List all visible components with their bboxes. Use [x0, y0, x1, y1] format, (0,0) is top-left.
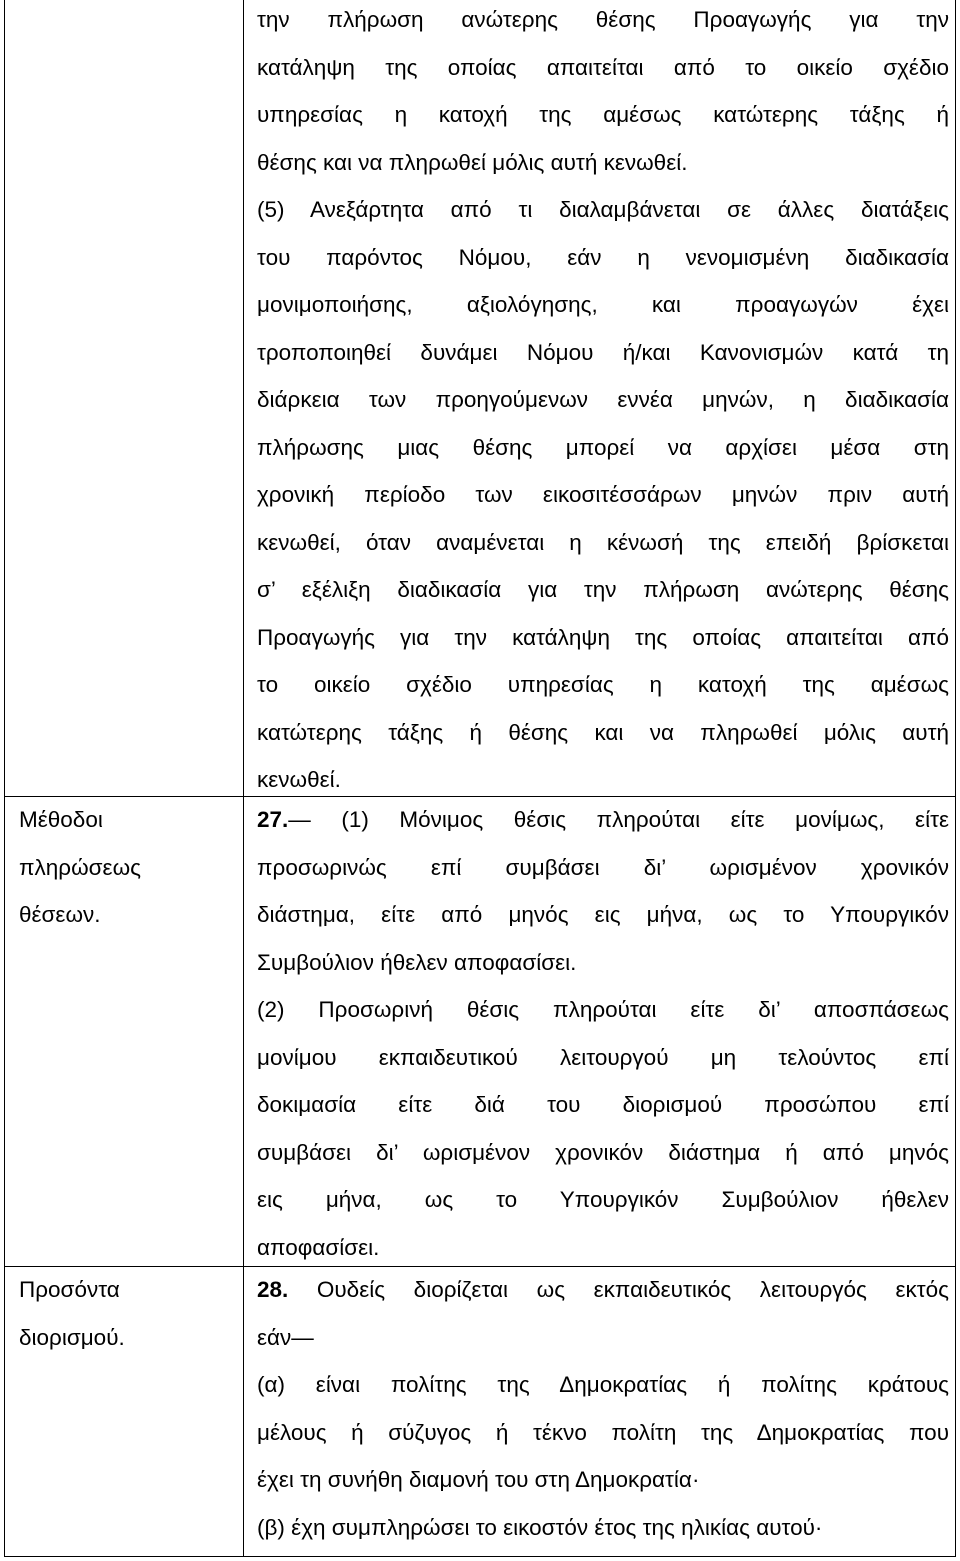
side-heading-methods	[19, 796, 229, 939]
text-line-rest: — (1) Μόνιμος θέσις πληρούται είτε μονίμως, είτε	[288, 807, 949, 832]
text-line: του παρόντος Νόμου, εάν η νενομισμένη διαδικασία	[257, 244, 949, 270]
side-heading-line: Προσόντα	[19, 1277, 120, 1302]
text-line: κατώτερης τάξης ή θέσης και να πληρωθεί μόλις αυτή	[257, 719, 949, 745]
side-heading-line: πληρώσεως	[19, 854, 141, 880]
paragraph	[257, 0, 949, 186]
text-line: (2) Προσωρινή θέσις πληρούται είτε δι’ αποσπάσεως	[257, 997, 949, 1022]
text-line: συμβάσει δι’ ωρισμένον χρονικόν διάστημα ή από μηνός	[257, 1139, 949, 1165]
document-table	[4, 0, 956, 1557]
text-line: κενωθεί.	[257, 767, 341, 792]
section-number: 27.	[257, 807, 289, 832]
side-heading-line: θέσεων.	[19, 902, 101, 927]
text-line: την πλήρωση ανώτερης θέσης Προαγωγής για την	[257, 7, 949, 32]
section-28-body	[257, 1266, 949, 1551]
text-line: μέλους ή σύζυγος ή τέκνο πολίτη της Δημοκρατίας που	[257, 1419, 949, 1445]
text-line	[257, 1266, 949, 1314]
text-line: σ’ εξέλιξη διαδικασία για την πλήρωση ανώτερης θέσης	[257, 577, 949, 602]
text-line: (α) είναι πολίτης της Δημοκρατίας ή πολίτης κράτους	[257, 1372, 949, 1397]
paragraph	[257, 1504, 949, 1552]
text-line: έχει τη συνήθη διαμονή του στη Δημοκρατία·	[257, 1467, 700, 1492]
paragraph	[257, 796, 949, 986]
side-heading-line: διορισμού.	[19, 1324, 125, 1350]
text-line: διάστημα, είτε από μηνός εις μήνα, ως το Υπουργικόν	[257, 902, 949, 927]
text-line: (β) έχη συμπληρώσει το εικοστόν έτος της ηλικίας αυτού·	[257, 1514, 823, 1540]
text-line: εάν—	[257, 1324, 314, 1350]
text-line	[257, 796, 949, 844]
side-heading-line: Μέθοδοι	[19, 807, 103, 832]
text-line: χρονική περίοδο των εικοσιτέσσάρων μηνών πριν αυτή	[257, 482, 949, 507]
text-line: Συμβούλιον ήθελεν αποφασίσει.	[257, 949, 577, 975]
text-line: μονίμου εκπαιδευτικού λειτουργού μη τελούντος επί	[257, 1044, 949, 1070]
text-line: πλήρωσης μιας θέσης μπορεί να αρχίσει μέσα στη	[257, 434, 949, 460]
text-line: θέσης και να πληρωθεί μόλις αυτή κενωθεί.	[257, 149, 688, 175]
text-line: μονιμοποιήσης, αξιολόγησης, και προαγωγών έχει	[257, 292, 949, 317]
paragraph	[257, 986, 949, 1271]
paragraph	[257, 1266, 949, 1361]
side-heading-qualifications	[19, 1266, 229, 1361]
column-divider	[243, 0, 244, 1556]
text-line: υπηρεσίας η κατοχή της αμέσως κατώτερης τάξης ή	[257, 102, 949, 127]
text-line: το οικείο σχέδιο υπηρεσίας η κατοχή της αμέσως	[257, 672, 949, 697]
text-line-rest: Ουδείς διορίζεται ως εκπαιδευτικός λειτουργός εκτός	[316, 1277, 949, 1302]
paragraph	[257, 186, 949, 804]
text-line: (5) Ανεξάρτητα από τι διαλαμβάνεται σε άλλες διατάξεις	[257, 197, 949, 222]
paragraph	[257, 1361, 949, 1504]
text-line: αποφασίσει.	[257, 1234, 380, 1260]
text-line: δοκιμασία είτε διά του διορισμού προσώπου επί	[257, 1092, 949, 1117]
text-line: εις μήνα, ως το Υπουργικόν Συμβούλιον ήθελεν	[257, 1187, 949, 1212]
text-line: τροποποιηθεί δυνάμει Νόμου ή/και Κανονισμών κατά τη	[257, 339, 949, 365]
text-line: κατάληψη της οποίας απαιτείται από το οικείο σχέδιο	[257, 54, 949, 80]
section-27-body	[257, 796, 949, 1271]
row-0-body	[257, 0, 949, 804]
text-line: κενωθεί, όταν αναμένεται η κένωσή της επειδή βρίσκεται	[257, 529, 949, 555]
text-line: Προαγωγής για την κατάληψη της οποίας απαιτείται από	[257, 624, 949, 650]
text-line: διάρκεια των προηγούμενων εννέα μηνών, η διαδικασία	[257, 387, 949, 412]
text-line: προσωρινώς επί συμβάσει δι’ ωρισμένον χρονικόν	[257, 854, 949, 880]
section-number: 28.	[257, 1277, 289, 1302]
